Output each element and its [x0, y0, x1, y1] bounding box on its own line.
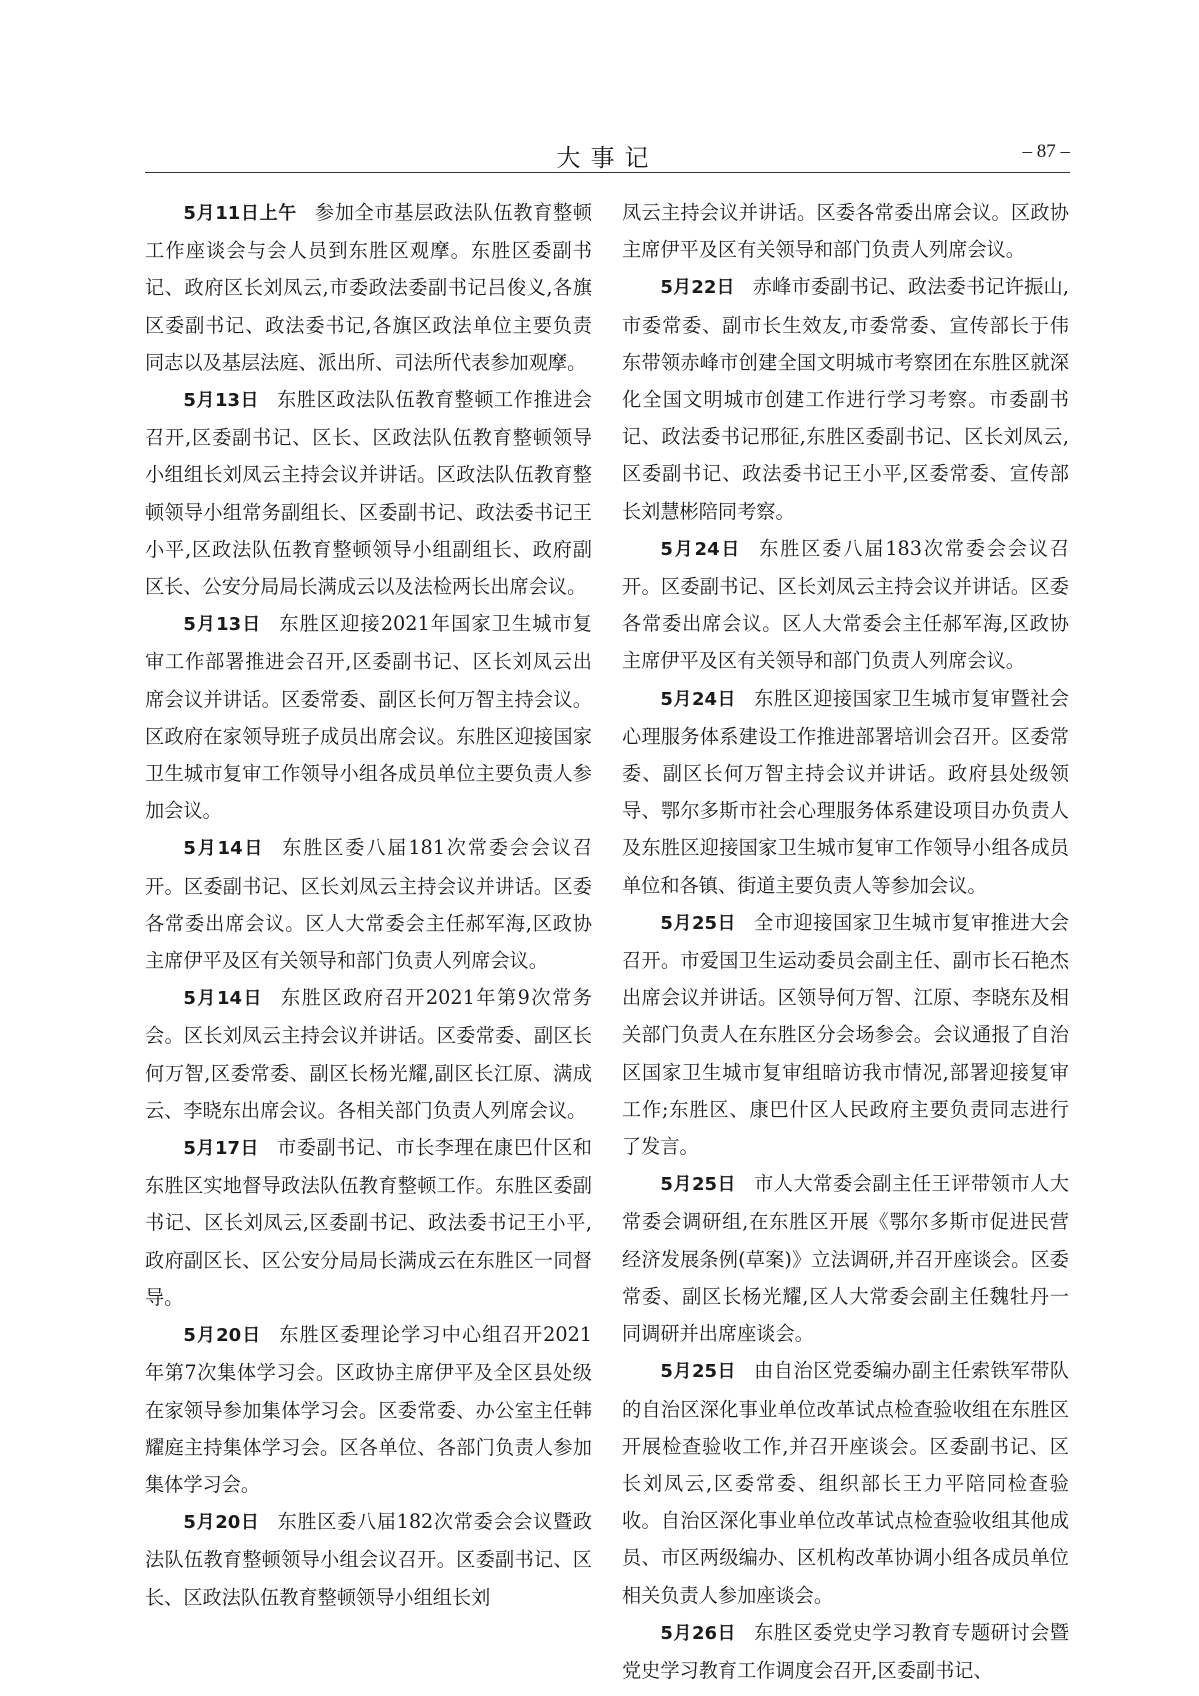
entry-date: 5月17日: [183, 1138, 260, 1160]
entry-text: 东胜区委理论学习中心组召开2021年第7次集体学习会。区政协主席伊平及全区县处级在家领导参加集体学习会。区委常委、办公室主任韩耀庭主持集体学习会。区各单位、各部门负责人参加集体学习会。: [145, 1323, 592, 1496]
entry-date: 5月22日: [660, 277, 735, 299]
entry-text: 东胜区委八届183次常委会会议召开。区委副书记、区长刘凤云主持会议并讲话。区委各常委出席会议。区人大常委会主任郝军海,区政协主席伊平及区有关领导和部门负责人列席会议。: [622, 536, 1070, 673]
entry-date: 5月11日上午: [183, 203, 297, 224]
entry-text: 东胜区政法队伍教育整顿工作推进会召开,区委副书记、区长、区政法队伍教育整顿领导小组组长刘凤云主持会议并讲话。区政法队伍教育整顿领导小组常务副组长、区委副书记、政法委书记王小平,区政法队伍教育整顿领导小组副组长、政府副区长、公安分局局长满成云以及法检两长出席会议。: [145, 388, 592, 599]
entry-text: 全市迎接国家卫生城市复审推进大会召开。市爱国卫生运动委员会副主任、副市长石艳杰出席会议并讲话。区领导何万智、江原、李晓东及相关部门负责人在东胜区分会场参会。会议通报了自治区国家卫生城市复审组暗访我市情况,部署迎接复审工作;东胜区、康巴什区人民政府主要负责同志进行了发言。: [622, 910, 1069, 1159]
right-column: [622, 194, 1069, 1689]
entry-date: 5月14日: [183, 988, 264, 1010]
entry-date: 5月14日: [183, 838, 265, 860]
entry: [145, 979, 592, 1129]
entry-text: 东胜区委党史学习教育专题研讨会暨党史学习教育工作调度会召开,区委副书记、: [622, 1620, 1069, 1682]
entry-text: 市人大常委会副主任王评带领市人大常委会调研组,在东胜区开展《鄂尔多斯市促进民营经济发展条例(草案)》立法调研,并召开座谈会。区委常委、副区长杨光耀,区人大常委会副主任魏牡丹一同调研并出席座谈会。: [622, 1172, 1069, 1346]
entry: [622, 1352, 1069, 1613]
entry-date: 5月26日: [660, 1622, 737, 1644]
entry: [145, 829, 592, 979]
entry-text: 东胜区委八届181次常委会会议召开。区委副书记、区长刘凤云主持会议并讲话。区委各常委出席会议。区人大常委会主任郝军海,区政协主席伊平及区有关领导和部门负责人列席会议。: [145, 836, 593, 973]
entry: [622, 904, 1069, 1165]
entry: [145, 381, 592, 605]
entry-date: 5月20日: [183, 1325, 262, 1347]
entry: [622, 680, 1069, 904]
page-header: [145, 136, 1070, 173]
entry: [145, 605, 592, 829]
entry: [145, 194, 592, 381]
entry-date: 5月24日: [660, 688, 737, 710]
entry-date: 5月13日: [183, 390, 260, 412]
entry-date: 5月25日: [660, 1361, 737, 1383]
entry-date: 5月20日: [183, 1512, 260, 1534]
entry: [622, 268, 1069, 529]
entry-text: 市委副书记、市长李理在康巴什区和东胜区实地督导政法队伍教育整顿工作。东胜区委副书记、区长刘凤云,区委副书记、政法委书记王小平,政府副区长、区公安分局局长满成云在东胜区一同督导。: [145, 1136, 592, 1309]
entry-date: 5月25日: [660, 912, 737, 934]
entry-date: 5月24日: [660, 538, 742, 560]
entry: [145, 1129, 592, 1316]
entry: [622, 1165, 1069, 1352]
entry-continuation: 凤云主持会议并讲话。区委各常委出席会议。区政协主席伊平及区有关领导和部门负责人列席会议。: [622, 201, 1069, 262]
entry: [145, 1503, 592, 1616]
entry-date: 5月13日: [183, 614, 262, 636]
left-column: [145, 194, 592, 1616]
entry: [622, 1614, 1069, 1689]
entry-text: 东胜区迎接国家卫生城市复审暨社会心理服务体系建设工作推进部署培训会召开。区委常委、副区长何万智主持会议并讲话。政府县处级领导、鄂尔多斯市社会心理服务体系建设项目办负责人及东胜区迎接国家卫生城市复审工作领导小组各成员单位和各镇、街道主要负责人等参加会议。: [622, 686, 1069, 897]
entry-text: 由自治区党委编办副主任索铁军带队的自治区深化事业单位改革试点检查验收组在东胜区开展检查验收工作,并召开座谈会。区委副书记、区长刘凤云,区委常委、组织部长王力平陪同检查验收。自治区深化事业单位改革试点检查验收组其他成员、市区两级编办、区机构改革协调小组各成员单位相关负责人参加座谈会。: [622, 1359, 1069, 1607]
entry-text: 东胜区政府召开2021年第9次常务会。区长刘凤云主持会议并讲话。区委常委、副区长何万智,区委常委、副区长杨光耀,副区长江原、满成云、李晓东出席会议。各相关部门负责人列席会议。: [145, 986, 592, 1122]
entry: [145, 1316, 592, 1503]
page-number: – 87 –: [1022, 141, 1070, 162]
running-title: 大事记: [556, 144, 659, 172]
entry-text: 赤峰市委副书记、政法委书记许振山,市委常委、副市长生效友,市委常委、宣传部长于伟东带领赤峰市创建全国文明城市考察团在东胜区就深化全国文明城市创建工作进行学习考察。市委副书记、政法委书记邢征,东胜区委副书记、区长刘凤云,区委副书记、政法委书记王小平,区委常委、宣传部长刘慧彬陪同考察。: [622, 275, 1069, 523]
entry-text: 东胜区迎接2021年国家卫生城市复审工作部署推进会召开,区委副书记、区长刘凤云出席会议并讲话。区委常委、副区长何万智主持会议。区政府在家领导班子成员出席会议。东胜区迎接国家卫生城市复审工作领导小组各成员单位主要负责人参加会议。: [145, 612, 592, 823]
entry-text: 东胜区委八届182次常委会会议暨政法队伍教育整顿领导小组会议召开。区委副书记、区长、区政法队伍教育整顿领导小组组长刘: [145, 1510, 593, 1609]
entry-date: 5月25日: [660, 1174, 737, 1196]
entry: [622, 530, 1069, 680]
entry-text: 参加全市基层政法队伍教育整顿工作座谈会与会人员到东胜区观摩。东胜区委副书记、政府区长刘凤云,市委政法委副书记吕俊义,各旗区委副书记、政法委书记,各旗区政法单位主要负责同志以及基层法庭、派出所、司法所代表参加观摩。: [145, 201, 593, 374]
